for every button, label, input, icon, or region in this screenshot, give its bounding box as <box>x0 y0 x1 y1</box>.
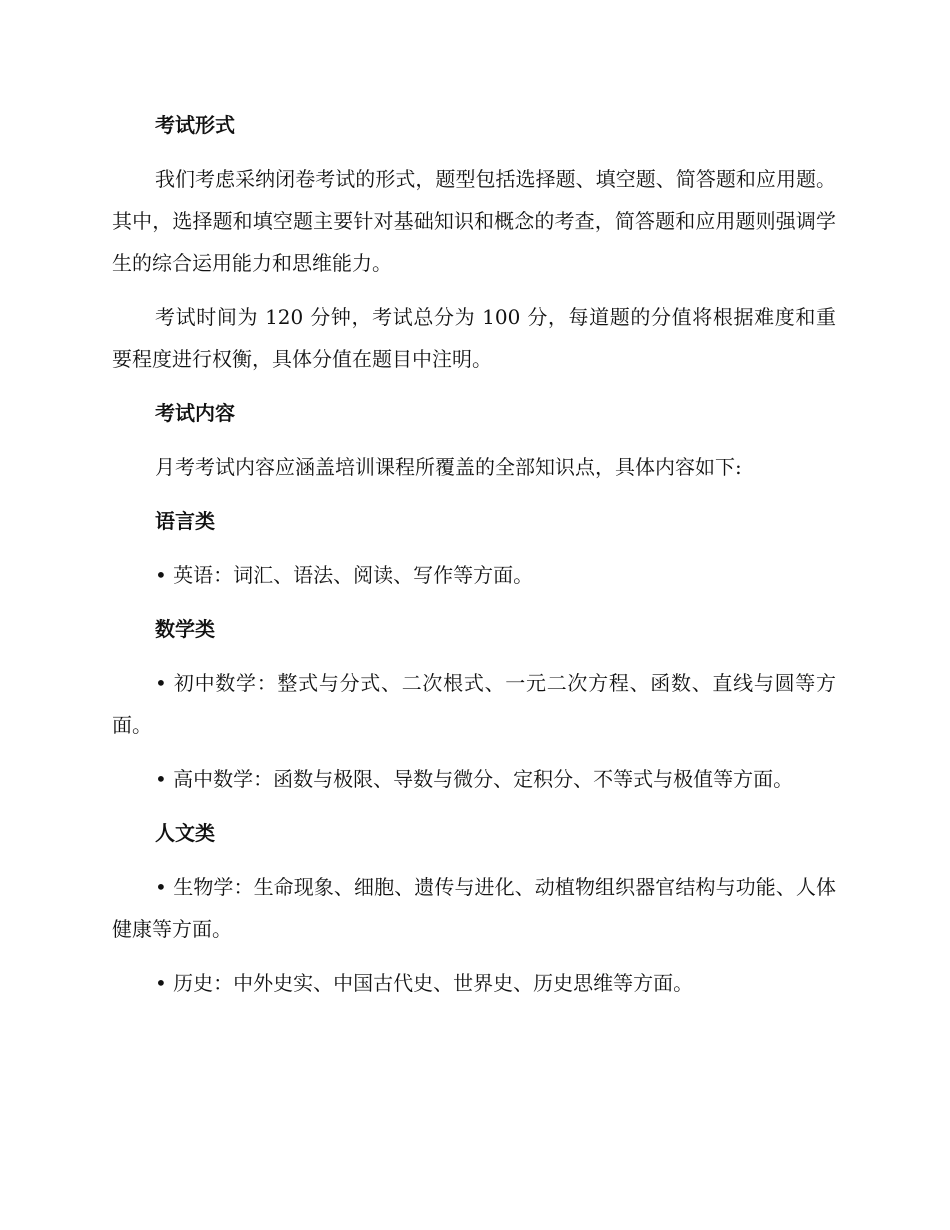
paragraph-exam-format-2: 考试时间为 120 分钟，考试总分为 100 分，每道题的分值将根据难度和重要程度进行权衡，具体分值在题目中注明。 <box>112 305 836 371</box>
heading-math: 数学类 <box>155 617 215 641</box>
list-item-junior-math: • 初中数学：整式与分式、二次根式、一元二次方程、函数、直线与圆等方面。 <box>112 671 836 737</box>
list-item-senior-math: • 高中数学：函数与极限、导数与微分、定积分、不等式与极值等方面。 <box>155 767 794 791</box>
document-page <box>112 104 836 1016</box>
paragraph-exam-content-intro: 月考考试内容应涵盖培训课程所覆盖的全部知识点，具体内容如下: <box>155 455 742 479</box>
heading-language: 语言类 <box>155 509 215 533</box>
paragraph-exam-format-1: 我们考虑采纳闭卷考试的形式，题型包括选择题、填空题、简答题和应用题。其中，选择题和填空题主要针对基础知识和概念的考查，简答题和应用题则强调学生的综合运用能力和思维能力。 <box>112 167 836 275</box>
list-item-biology: • 生物学：生命现象、细胞、遗传与进化、动植物组织器官结构与功能、人体健康等方面。 <box>112 875 836 941</box>
list-item-english: • 英语：词汇、语法、阅读、写作等方面。 <box>155 563 534 587</box>
list-item-history: • 历史：中外史实、中国古代史、世界史、历史思维等方面。 <box>155 971 694 995</box>
heading-exam-content: 考试内容 <box>155 401 235 425</box>
heading-humanities: 人文类 <box>155 821 215 845</box>
heading-exam-format: 考试形式 <box>155 113 235 137</box>
